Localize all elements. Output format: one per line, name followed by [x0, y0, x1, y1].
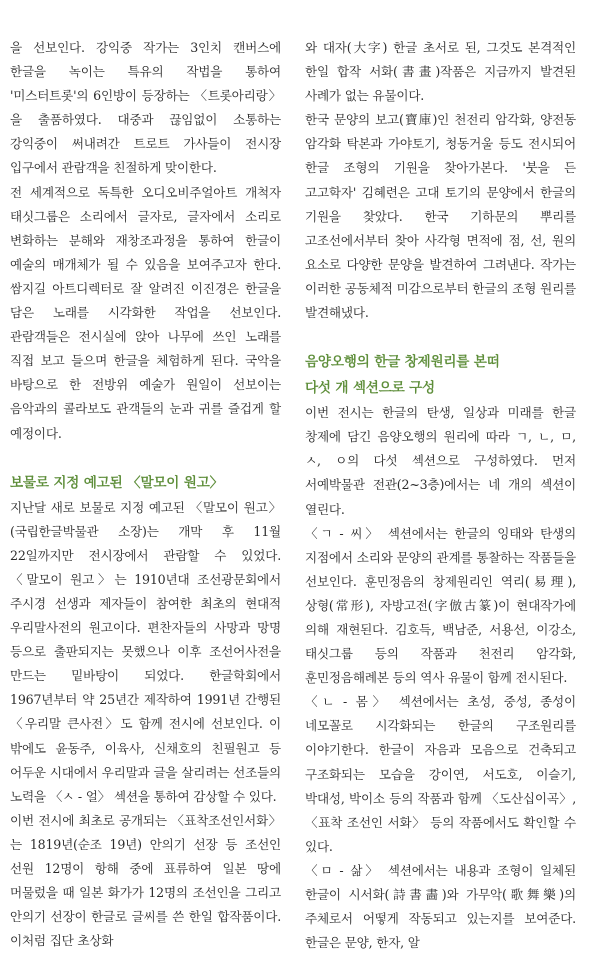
paragraph: 〈ㄴ - 몸〉 섹션에서는 초성, 중성, 종성이 네모꼴로 시각화되는 한글의 구조원리를 이야기한다. 한글이 자음과 모음으로 건축되고 구조화되는 모습을 강이연, 서도호, 이슬기, 박대성, 박이소 등의 작품과 함께 〈도산십이곡〉, 〈표착 조선인 서화〉 등의 작품에서도 확인할 수 있다.: [305, 694, 576, 854]
paragraph: 〈ㄱ - 씨〉 섹션에서는 한글의 잉태와 탄생의 지점에서 소리와 문양의 관계를 통찰하는 작품들을 선보인다. 훈민정음의 창제원리인 역리(易理), 상형(常形), 자방고전(字倣古篆)이 현대작가에 의해 재현된다. 김호득, 백남준, 서용선, 이강소, 태싯그룹 등의 작품과 천전리 암각화, 훈민정음해례본 등의 역사 유물이 함께 전시된다.: [305, 525, 576, 686]
left-column: [10, 36, 281, 971]
section-heading-line-1: 음양오행의 한글 창제원리를 본떠: [305, 354, 500, 371]
paragraph: 지난달 새로 보물로 지정 예고된 〈말모이 원고〉(국립한글박물관 소장)는 개막 후 11월 22일까지만 전시장에서 관람할 수 있었다. 〈말모이 원고〉는 1910년대 조선광문회에서 주시경 선생과 제자들이 참여한 최초의 현대적 우리말사전의 원고이다. 편찬자들의 사망과 망명 등으로 출판되지는 못했으나 이후 조선어사전을 만드는 밑바탕이 되었다. 한글학회에서 1967년부터 약 25년간 제작하여 1991년 간행된 〈우리말 큰사전〉도 함께 전시에 선보인다. 이 밖에도 윤동주, 이육사, 신채호의 친필원고 등 어두운 시대에서 우리말과 글을 살리려는 선조들의 노력을 〈ㅅ - 얼〉 섹션을 통하여 감상할 수 있다.: [10, 499, 281, 804]
paragraph: 와 대자(大字) 한글 초서로 된, 그것도 본격적인 한일 합작 서화(書畫)작품은 지금까지 발견된 사례가 없는 유물이다.: [305, 40, 576, 104]
section-heading-line-2: 다섯 개 섹션으로 구성: [305, 380, 435, 397]
section-spacer: [10, 446, 281, 470]
section-spacer: [305, 325, 576, 349]
paragraph: 〈ㅁ - 삶〉 섹션에서는 내용과 조형이 일체된 한글이 시서화(詩書畵)와 가무악(歌舞樂)의 주체로서 어떻게 작동되고 있는지를 보여준다. 한글은 문양, 한자, 알: [305, 862, 576, 951]
right-column: [305, 36, 576, 971]
paragraph: 이번 전시에 최초로 공개되는 〈표착조선인서화〉는 1819년(순조 19년) 안의기 선장 등 조선인 선원 12명이 항해 중에 표류하여 일본 땅에 머물렀을 때 일본 화가가 12명의 조선인을 그리고 안의기 선장이 한글로 글씨를 쓴 한일 합작품이다. 이처럼 집단 초상화: [10, 812, 281, 949]
paragraph: 전 세계적으로 독특한 오디오비주얼아트 개척자 태싯그룹은 소리에서 글자로, 글자에서 소리로 변화하는 분해와 재창조과정을 통하여 한글이 예술의 매개체가 될 수 있음을 보여주고자 한다. 쌈지길 아트디렉터로 잘 알려진 이진경은 한글을 담은 노래를 시각화한 작업을 선보인다. 관람객들은 전시실에 앉아 나무에 쓰인 노래를 직접 보고 들으며 한글을 체험하게 된다. 국악을 바탕으로 한 전방위 예술가 원일이 선보이는 음악과의 콜라보도 관객들의 눈과 귀를 즐겁게 할 예정이다.: [10, 184, 281, 441]
section-heading: 보물로 지정 예고된 〈말모이 원고〉: [10, 474, 224, 491]
paragraph: 이번 전시는 한글의 탄생, 일상과 미래를 한글 창제에 담긴 음양오행의 원리에 따라 ㄱ, ㄴ, ㅁ, ㅅ, ㅇ의 다섯 섹션으로 구성하였다. 먼저 서예박물관 전관(2~3층)에서는 네 개의 섹션이 열린다.: [305, 405, 576, 517]
paragraph: 한국 문양의 보고(寶庫)인 천전리 암각화, 양전동 암각화 탁본과 가야토기, 청동거울 등도 전시되어 한글 조형의 기원을 찾아가본다. '붓을 든 고고학자' 김혜련은 고대 토기의 문양에서 한글의 기원을 찾았다. 한국 기하문의 뿌리를 고조선에서부터 찾아 사각형 면적에 점, 선, 원의 요소로 다양한 문양을 발견하여 그려낸다. 작가는 이러한 공동체적 미감으로부터 한글의 조형 원리를 발견해냈다.: [305, 112, 576, 321]
paragraph: 을 선보인다. 강익중 작가는 3인치 캔버스에 한글을 녹이는 특유의 작법을 통하여 '미스터트롯'의 6인방이 등장하는 〈트롯아리랑〉을 출품하였다. 대중과 끊임없이 소통하는 강익중이 써내려간 트로트 가사들이 전시장 입구에서 관람객을 친절하게 맞이한다.: [10, 40, 281, 176]
